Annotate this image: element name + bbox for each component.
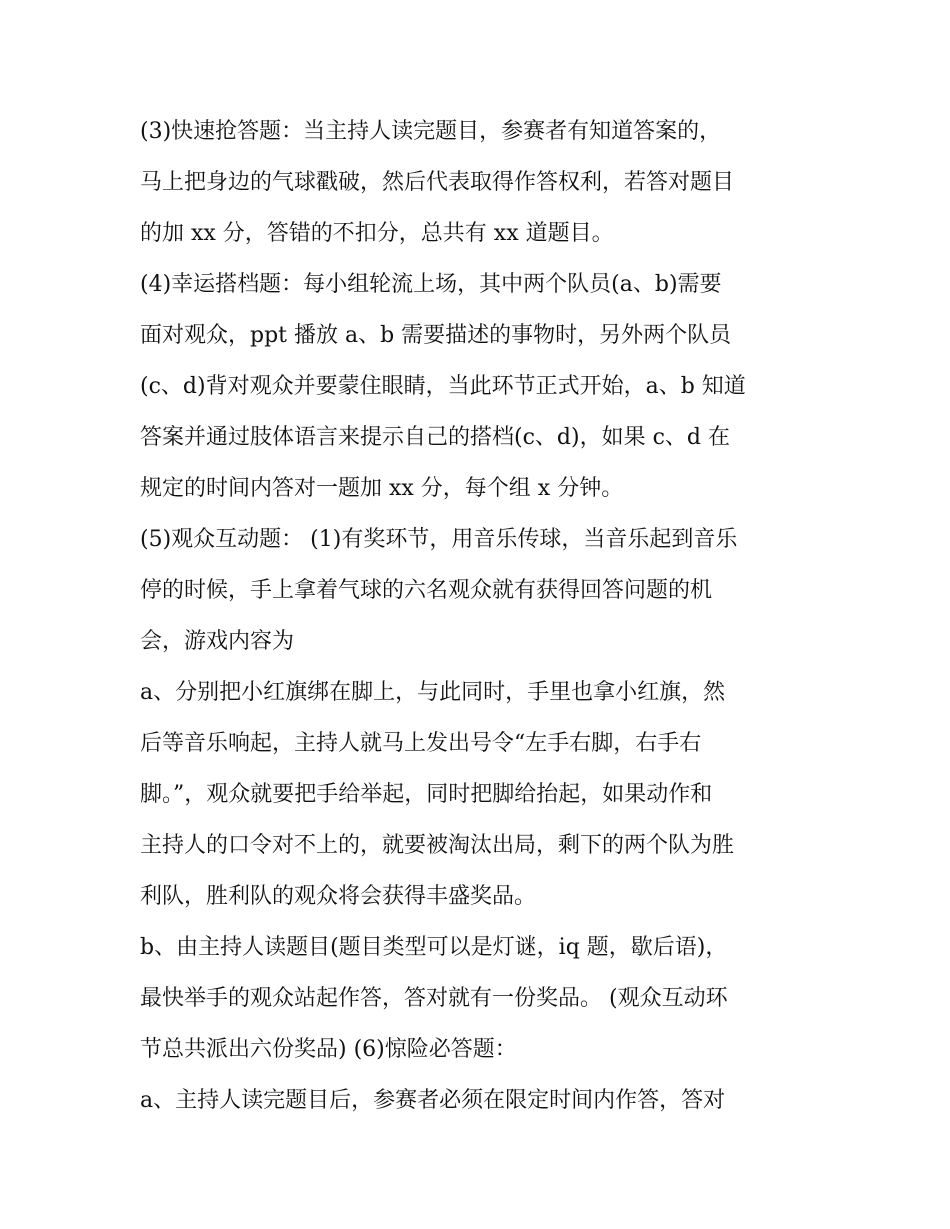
text-line-6: (c、d)背对观众并要蒙住眼睛，当此环节正式开始，a、b 知道 <box>140 374 746 399</box>
text-line-9: (5)观众互动题： (1)有奖环节，用音乐传球，当音乐起到音乐 <box>140 527 738 552</box>
text-line-8: 规定的时间内答对一题加 xx 分，每个组 x 分钟。 <box>140 476 624 501</box>
text-line-2: 马上把身边的气球戳破，然后代表取得作答权利，若答对题目 <box>140 170 735 195</box>
text-line-11: 会，游戏内容为 <box>140 629 295 654</box>
text-line-5: 面对观众，ppt 播放 a、b 需要描述的事物时，另外两个队员 <box>140 323 732 348</box>
text-line-7: 答案并通过肢体语言来提示自己的搭档(c、d)，如果 c、d 在 <box>140 425 730 450</box>
text-line-18: 最快举手的观众站起作答，答对就有一份奖品。 (观众互动环 <box>140 986 728 1011</box>
text-line-14: 脚。”，观众就要把手给举起，同时把脚给抬起，如果动作和 <box>140 782 713 807</box>
text-line-13: 后等音乐响起，主持人就马上发出号令“左手右脚，右手右 <box>140 731 702 756</box>
text-line-19: 节总共派出六份奖品) (6)惊险必答题： <box>140 1037 517 1062</box>
text-line-10: 停的时候，手上拿着气球的六名观众就有获得回答问题的机 <box>140 578 713 603</box>
text-line-20: a、主持人读完题目后，参赛者必须在限定时间内作答，答对 <box>140 1088 726 1113</box>
text-line-4: (4)幸运搭档题：每小组轮流上场，其中两个队员(a、b)需要 <box>140 272 722 297</box>
text-line-15: 主持人的口令对不上的，就要被淘汰出局，剩下的两个队为胜 <box>140 833 735 858</box>
text-line-17: b、由主持人读题目(题目类型可以是灯谜，iq 题，歇后语)， <box>140 935 728 960</box>
text-line-1: (3)快速抢答题：当主持人读完题目，参赛者有知道答案的， <box>140 119 722 144</box>
document-body <box>140 106 820 1126</box>
text-line-16: 利队，胜利队的观众将会获得丰盛奖品。 <box>140 884 537 909</box>
text-line-12: a、分别把小红旗绑在脚上，与此同时，手里也拿小红旗，然 <box>140 680 726 705</box>
text-line-3: 的加 xx 分，答错的不扣分，总共有 xx 道题目。 <box>140 221 614 246</box>
